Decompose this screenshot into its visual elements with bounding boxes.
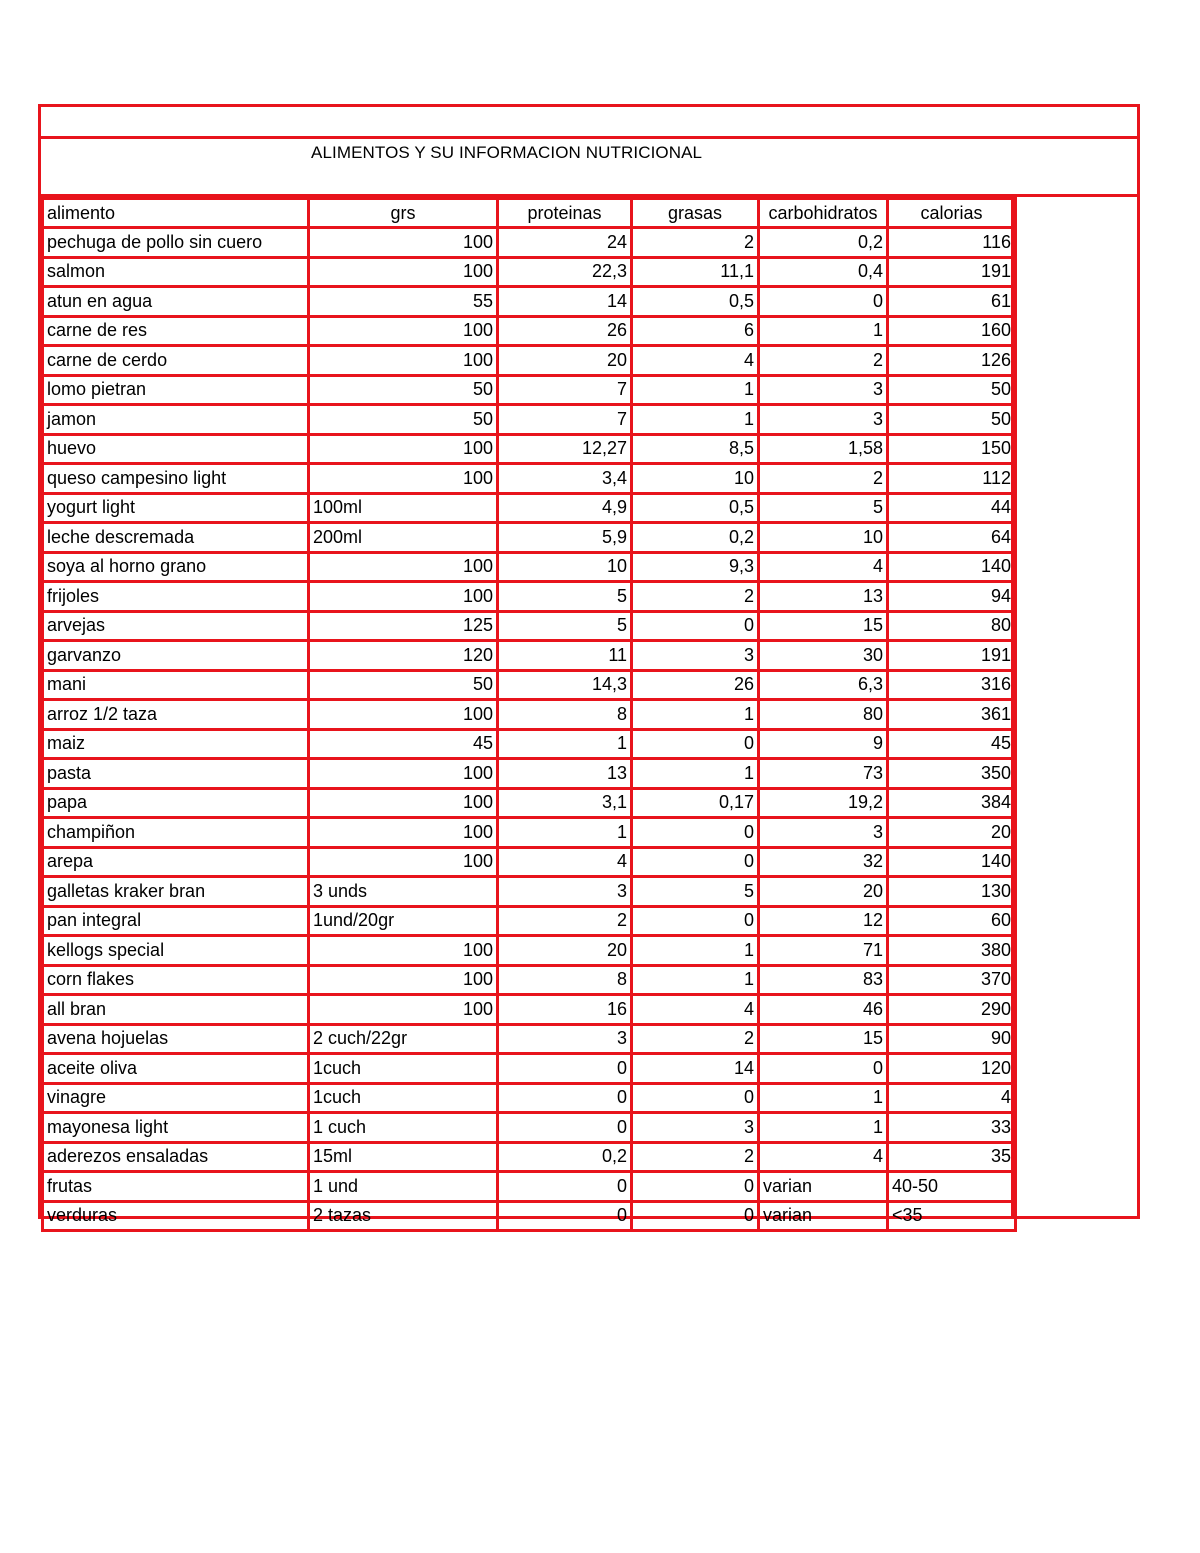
cell-carbohidratos: 1,58 bbox=[759, 434, 888, 464]
table-row bbox=[43, 405, 1016, 435]
nutrition-sheet bbox=[38, 104, 1140, 1226]
cell-grs: 100 bbox=[309, 346, 498, 376]
cell-grs: 100 bbox=[309, 759, 498, 789]
cell-grasas: 11,1 bbox=[632, 257, 759, 287]
cell-calorias: 61 bbox=[888, 287, 1016, 317]
cell-calorias: 140 bbox=[888, 847, 1016, 877]
cell-grasas: 0,17 bbox=[632, 788, 759, 818]
cell-alimento: mani bbox=[43, 670, 309, 700]
cell-carbohidratos: 32 bbox=[759, 847, 888, 877]
table-row bbox=[43, 434, 1016, 464]
cell-calorias: 50 bbox=[888, 405, 1016, 435]
cell-alimento: frijoles bbox=[43, 582, 309, 612]
cell-carbohidratos: 5 bbox=[759, 493, 888, 523]
cell-calorias: 20 bbox=[888, 818, 1016, 848]
cell-calorias: 361 bbox=[888, 700, 1016, 730]
header-grasas: grasas bbox=[632, 199, 759, 228]
cell-calorias: 64 bbox=[888, 523, 1016, 553]
cell-proteinas: 5,9 bbox=[498, 523, 632, 553]
table-row bbox=[43, 965, 1016, 995]
cell-alimento: garvanzo bbox=[43, 641, 309, 671]
cell-grasas: 8,5 bbox=[632, 434, 759, 464]
cell-proteinas: 0 bbox=[498, 1113, 632, 1143]
cell-grs: 15ml bbox=[309, 1142, 498, 1172]
cell-calorias: 50 bbox=[888, 375, 1016, 405]
cell-alimento: arvejas bbox=[43, 611, 309, 641]
cell-proteinas: 0 bbox=[498, 1054, 632, 1084]
cell-calorias: 120 bbox=[888, 1054, 1016, 1084]
cell-proteinas: 4 bbox=[498, 847, 632, 877]
cell-grs: 120 bbox=[309, 641, 498, 671]
cell-proteinas: 3,1 bbox=[498, 788, 632, 818]
cell-alimento: mayonesa light bbox=[43, 1113, 309, 1143]
cell-carbohidratos: 1 bbox=[759, 1083, 888, 1113]
table-row bbox=[43, 877, 1016, 907]
cell-carbohidratos: 3 bbox=[759, 405, 888, 435]
cell-grasas: 3 bbox=[632, 1113, 759, 1143]
cell-grasas: 0 bbox=[632, 1172, 759, 1202]
cell-grasas: 0 bbox=[632, 729, 759, 759]
cell-carbohidratos: 3 bbox=[759, 818, 888, 848]
cell-carbohidratos: 2 bbox=[759, 464, 888, 494]
cell-calorias: 384 bbox=[888, 788, 1016, 818]
cell-grasas: 1 bbox=[632, 375, 759, 405]
cell-proteinas: 24 bbox=[498, 228, 632, 258]
cell-grs: 2 tazas bbox=[309, 1201, 498, 1231]
cell-grs: 125 bbox=[309, 611, 498, 641]
cell-calorias: 94 bbox=[888, 582, 1016, 612]
cell-carbohidratos: 73 bbox=[759, 759, 888, 789]
cell-proteinas: 13 bbox=[498, 759, 632, 789]
cell-grasas: 0,5 bbox=[632, 287, 759, 317]
table-body bbox=[43, 228, 1016, 1231]
table-row bbox=[43, 1172, 1016, 1202]
cell-grs: 1und/20gr bbox=[309, 906, 498, 936]
cell-grasas: 2 bbox=[632, 228, 759, 258]
cell-grasas: 1 bbox=[632, 936, 759, 966]
cell-proteinas: 3,4 bbox=[498, 464, 632, 494]
cell-grasas: 2 bbox=[632, 1024, 759, 1054]
cell-calorias: 126 bbox=[888, 346, 1016, 376]
table-row bbox=[43, 287, 1016, 317]
cell-calorias: 35 bbox=[888, 1142, 1016, 1172]
cell-calorias: 370 bbox=[888, 965, 1016, 995]
table-row bbox=[43, 1024, 1016, 1054]
cell-carbohidratos: 0 bbox=[759, 287, 888, 317]
cell-carbohidratos: 15 bbox=[759, 611, 888, 641]
cell-alimento: carne de cerdo bbox=[43, 346, 309, 376]
cell-grs: 100 bbox=[309, 818, 498, 848]
cell-alimento: yogurt light bbox=[43, 493, 309, 523]
table-row bbox=[43, 995, 1016, 1025]
cell-grs: 1 und bbox=[309, 1172, 498, 1202]
cell-carbohidratos: 20 bbox=[759, 877, 888, 907]
table-row bbox=[43, 523, 1016, 553]
cell-carbohidratos: varian bbox=[759, 1201, 888, 1231]
cell-calorias: 150 bbox=[888, 434, 1016, 464]
cell-grasas: 3 bbox=[632, 641, 759, 671]
table-row bbox=[43, 611, 1016, 641]
cell-calorias: <35 bbox=[888, 1201, 1016, 1231]
cell-proteinas: 1 bbox=[498, 729, 632, 759]
cell-calorias: 191 bbox=[888, 641, 1016, 671]
cell-alimento: queso campesino light bbox=[43, 464, 309, 494]
table-header-row bbox=[43, 199, 1016, 228]
page-title: ALIMENTOS Y SU INFORMACION NUTRICIONAL bbox=[311, 143, 703, 162]
cell-proteinas: 26 bbox=[498, 316, 632, 346]
cell-grs: 2 cuch/22gr bbox=[309, 1024, 498, 1054]
table-row bbox=[43, 906, 1016, 936]
header-carbohidratos: carbohidratos bbox=[759, 199, 888, 228]
cell-grasas: 1 bbox=[632, 700, 759, 730]
table-row bbox=[43, 670, 1016, 700]
cell-alimento: kellogs special bbox=[43, 936, 309, 966]
cell-grasas: 9,3 bbox=[632, 552, 759, 582]
cell-proteinas: 22,3 bbox=[498, 257, 632, 287]
cell-grasas: 2 bbox=[632, 1142, 759, 1172]
cell-alimento: papa bbox=[43, 788, 309, 818]
cell-alimento: frutas bbox=[43, 1172, 309, 1202]
cell-alimento: aderezos ensaladas bbox=[43, 1142, 309, 1172]
table-row bbox=[43, 316, 1016, 346]
cell-proteinas: 0 bbox=[498, 1083, 632, 1113]
cell-alimento: soya al horno grano bbox=[43, 552, 309, 582]
cell-grasas: 0,2 bbox=[632, 523, 759, 553]
cell-grs: 100 bbox=[309, 464, 498, 494]
cell-alimento: arroz 1/2 taza bbox=[43, 700, 309, 730]
cell-alimento: verduras bbox=[43, 1201, 309, 1231]
cell-proteinas: 16 bbox=[498, 995, 632, 1025]
table-row bbox=[43, 552, 1016, 582]
cell-grasas: 0 bbox=[632, 906, 759, 936]
cell-proteinas: 7 bbox=[498, 405, 632, 435]
cell-calorias: 191 bbox=[888, 257, 1016, 287]
cell-grasas: 0,5 bbox=[632, 493, 759, 523]
cell-proteinas: 8 bbox=[498, 965, 632, 995]
cell-calorias: 4 bbox=[888, 1083, 1016, 1113]
cell-alimento: pechuga de pollo sin cuero bbox=[43, 228, 309, 258]
table-row bbox=[43, 1142, 1016, 1172]
table-row bbox=[43, 729, 1016, 759]
cell-carbohidratos: 2 bbox=[759, 346, 888, 376]
cell-alimento: pan integral bbox=[43, 906, 309, 936]
cell-calorias: 90 bbox=[888, 1024, 1016, 1054]
cell-proteinas: 8 bbox=[498, 700, 632, 730]
cell-grs: 100ml bbox=[309, 493, 498, 523]
table-row bbox=[43, 1083, 1016, 1113]
cell-grs: 100 bbox=[309, 788, 498, 818]
cell-grasas: 0 bbox=[632, 1083, 759, 1113]
cell-alimento: jamon bbox=[43, 405, 309, 435]
cell-alimento: lomo pietran bbox=[43, 375, 309, 405]
cell-carbohidratos: 19,2 bbox=[759, 788, 888, 818]
cell-grs: 100 bbox=[309, 434, 498, 464]
table-row bbox=[43, 847, 1016, 877]
cell-grasas: 1 bbox=[632, 759, 759, 789]
cell-carbohidratos: 0 bbox=[759, 1054, 888, 1084]
cell-proteinas: 20 bbox=[498, 346, 632, 376]
cell-alimento: avena hojuelas bbox=[43, 1024, 309, 1054]
cell-grasas: 10 bbox=[632, 464, 759, 494]
cell-calorias: 40-50 bbox=[888, 1172, 1016, 1202]
cell-proteinas: 3 bbox=[498, 877, 632, 907]
cell-calorias: 80 bbox=[888, 611, 1016, 641]
cell-proteinas: 20 bbox=[498, 936, 632, 966]
cell-grasas: 26 bbox=[632, 670, 759, 700]
cell-grs: 100 bbox=[309, 965, 498, 995]
cell-proteinas: 0,2 bbox=[498, 1142, 632, 1172]
cell-grs: 1cuch bbox=[309, 1054, 498, 1084]
cell-calorias: 45 bbox=[888, 729, 1016, 759]
cell-grs: 50 bbox=[309, 670, 498, 700]
cell-carbohidratos: 71 bbox=[759, 936, 888, 966]
nutrition-table bbox=[41, 197, 1017, 1232]
cell-calorias: 350 bbox=[888, 759, 1016, 789]
cell-carbohidratos: 13 bbox=[759, 582, 888, 612]
cell-grs: 100 bbox=[309, 552, 498, 582]
cell-alimento: pasta bbox=[43, 759, 309, 789]
table-row bbox=[43, 582, 1016, 612]
table-row bbox=[43, 788, 1016, 818]
cell-proteinas: 0 bbox=[498, 1172, 632, 1202]
cell-calorias: 112 bbox=[888, 464, 1016, 494]
cell-grasas: 0 bbox=[632, 611, 759, 641]
cell-alimento: galletas kraker bran bbox=[43, 877, 309, 907]
cell-grs: 45 bbox=[309, 729, 498, 759]
cell-alimento: maiz bbox=[43, 729, 309, 759]
cell-carbohidratos: 4 bbox=[759, 1142, 888, 1172]
table-row bbox=[43, 700, 1016, 730]
header-grs: grs bbox=[309, 199, 498, 228]
header-calorias: calorias bbox=[888, 199, 1016, 228]
table-row bbox=[43, 1054, 1016, 1084]
cell-carbohidratos: 3 bbox=[759, 375, 888, 405]
cell-carbohidratos: 83 bbox=[759, 965, 888, 995]
cell-calorias: 130 bbox=[888, 877, 1016, 907]
cell-grs: 3 unds bbox=[309, 877, 498, 907]
cell-grs: 100 bbox=[309, 316, 498, 346]
cell-alimento: salmon bbox=[43, 257, 309, 287]
cell-calorias: 140 bbox=[888, 552, 1016, 582]
table-row bbox=[43, 375, 1016, 405]
cell-grs: 50 bbox=[309, 375, 498, 405]
table-row bbox=[43, 818, 1016, 848]
cell-alimento: huevo bbox=[43, 434, 309, 464]
table-row bbox=[43, 641, 1016, 671]
cell-grasas: 2 bbox=[632, 582, 759, 612]
cell-proteinas: 1 bbox=[498, 818, 632, 848]
cell-carbohidratos: 6,3 bbox=[759, 670, 888, 700]
table-row bbox=[43, 936, 1016, 966]
cell-grasas: 0 bbox=[632, 847, 759, 877]
cell-proteinas: 7 bbox=[498, 375, 632, 405]
cell-alimento: corn flakes bbox=[43, 965, 309, 995]
cell-grs: 100 bbox=[309, 936, 498, 966]
cell-carbohidratos: 1 bbox=[759, 1113, 888, 1143]
table-row bbox=[43, 1113, 1016, 1143]
cell-alimento: all bran bbox=[43, 995, 309, 1025]
cell-carbohidratos: 46 bbox=[759, 995, 888, 1025]
table-row bbox=[43, 493, 1016, 523]
cell-carbohidratos: 0,2 bbox=[759, 228, 888, 258]
table-row bbox=[43, 759, 1016, 789]
cell-carbohidratos: 12 bbox=[759, 906, 888, 936]
cell-alimento: leche descremada bbox=[43, 523, 309, 553]
cell-proteinas: 10 bbox=[498, 552, 632, 582]
header-proteinas: proteinas bbox=[498, 199, 632, 228]
cell-carbohidratos: 80 bbox=[759, 700, 888, 730]
cell-grs: 1 cuch bbox=[309, 1113, 498, 1143]
cell-proteinas: 2 bbox=[498, 906, 632, 936]
cell-grs: 100 bbox=[309, 700, 498, 730]
cell-carbohidratos: 9 bbox=[759, 729, 888, 759]
cell-calorias: 316 bbox=[888, 670, 1016, 700]
cell-grs: 1cuch bbox=[309, 1083, 498, 1113]
cell-calorias: 33 bbox=[888, 1113, 1016, 1143]
cell-alimento: champiñon bbox=[43, 818, 309, 848]
cell-grasas: 1 bbox=[632, 405, 759, 435]
cell-grs: 200ml bbox=[309, 523, 498, 553]
cell-grasas: 4 bbox=[632, 995, 759, 1025]
cell-calorias: 380 bbox=[888, 936, 1016, 966]
cell-proteinas: 11 bbox=[498, 641, 632, 671]
cell-alimento: carne de res bbox=[43, 316, 309, 346]
cell-carbohidratos: 30 bbox=[759, 641, 888, 671]
cell-grs: 100 bbox=[309, 582, 498, 612]
cell-alimento: aceite oliva bbox=[43, 1054, 309, 1084]
cell-calorias: 160 bbox=[888, 316, 1016, 346]
cell-carbohidratos: 15 bbox=[759, 1024, 888, 1054]
cell-grasas: 6 bbox=[632, 316, 759, 346]
cell-carbohidratos: 0,4 bbox=[759, 257, 888, 287]
cell-calorias: 60 bbox=[888, 906, 1016, 936]
cell-proteinas: 3 bbox=[498, 1024, 632, 1054]
cell-proteinas: 5 bbox=[498, 582, 632, 612]
cell-proteinas: 14 bbox=[498, 287, 632, 317]
cell-calorias: 44 bbox=[888, 493, 1016, 523]
table-row bbox=[43, 228, 1016, 258]
cell-calorias: 116 bbox=[888, 228, 1016, 258]
cell-grs: 100 bbox=[309, 228, 498, 258]
table-row bbox=[43, 1201, 1016, 1231]
cell-alimento: atun en agua bbox=[43, 287, 309, 317]
cell-carbohidratos: 1 bbox=[759, 316, 888, 346]
top-row-divider bbox=[41, 136, 1137, 139]
cell-carbohidratos: 4 bbox=[759, 552, 888, 582]
cell-grasas: 14 bbox=[632, 1054, 759, 1084]
cell-alimento: arepa bbox=[43, 847, 309, 877]
cell-carbohidratos: 10 bbox=[759, 523, 888, 553]
cell-grasas: 0 bbox=[632, 818, 759, 848]
cell-grasas: 0 bbox=[632, 1201, 759, 1231]
header-alimento: alimento bbox=[43, 199, 309, 228]
cell-carbohidratos: varian bbox=[759, 1172, 888, 1202]
cell-grs: 100 bbox=[309, 257, 498, 287]
cell-grasas: 4 bbox=[632, 346, 759, 376]
cell-grasas: 5 bbox=[632, 877, 759, 907]
cell-calorias: 290 bbox=[888, 995, 1016, 1025]
cell-alimento: vinagre bbox=[43, 1083, 309, 1113]
cell-proteinas: 5 bbox=[498, 611, 632, 641]
cell-grs: 55 bbox=[309, 287, 498, 317]
table-row bbox=[43, 464, 1016, 494]
cell-grs: 100 bbox=[309, 847, 498, 877]
cell-proteinas: 14,3 bbox=[498, 670, 632, 700]
cell-proteinas: 4,9 bbox=[498, 493, 632, 523]
cell-proteinas: 12,27 bbox=[498, 434, 632, 464]
table-row bbox=[43, 257, 1016, 287]
cell-proteinas: 0 bbox=[498, 1201, 632, 1231]
cell-grs: 50 bbox=[309, 405, 498, 435]
table-row bbox=[43, 346, 1016, 376]
cell-grs: 100 bbox=[309, 995, 498, 1025]
cell-grasas: 1 bbox=[632, 965, 759, 995]
